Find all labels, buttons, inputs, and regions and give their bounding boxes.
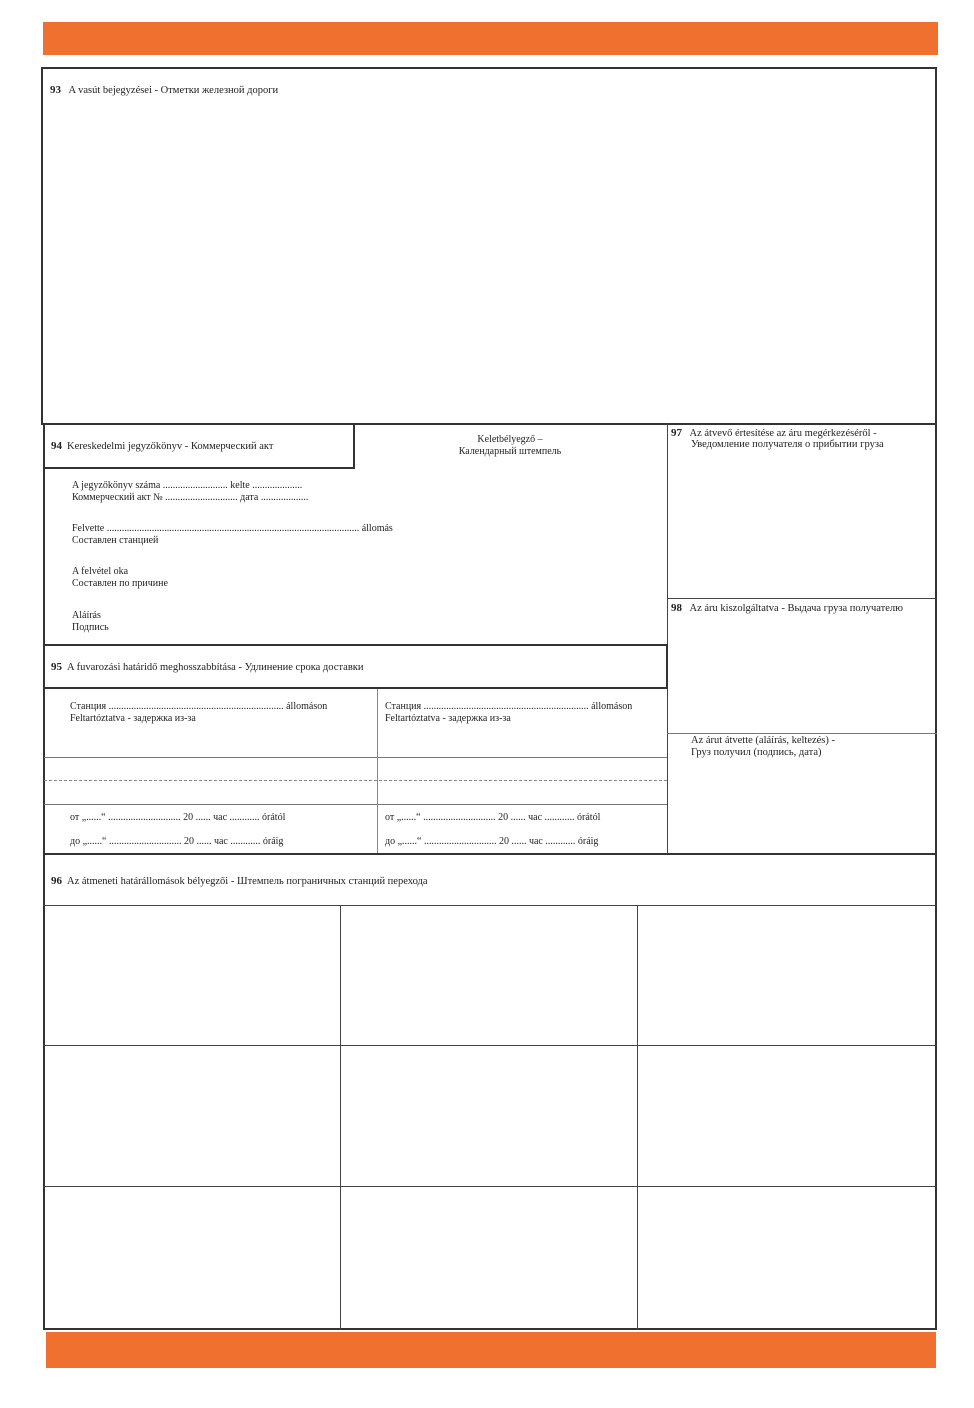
section-93-label: A vasút bejegyzései - Отметки железной дороги [68, 85, 279, 96]
right-from-line: от „......“ ............................. 20 ...... час ............ órától [385, 812, 601, 823]
right-station-line: Станция .................................................................. állomáson [385, 701, 633, 712]
section-94-number: 94 [51, 440, 62, 452]
section-95-number: 95 [51, 661, 62, 673]
s98-sub-rule [667, 733, 937, 734]
section-98-number: 98 [671, 602, 682, 614]
section-96-header [51, 875, 428, 888]
section-95-header [51, 661, 364, 674]
received-by-label-hu: Az árut átvette (aláírás, keltezés) - [691, 735, 836, 746]
stamp-grid-hline-1 [43, 1045, 937, 1046]
s96-header-rule [43, 905, 937, 906]
section-97-label-hu: Az átvevő értesítése az áru megérkezéséről - [689, 428, 877, 439]
bottom-color-band [46, 1332, 936, 1368]
divider-97-98-horizontal [667, 598, 937, 599]
reason-label-ru: Составлен по причине [72, 578, 168, 589]
section-96-frame [43, 853, 937, 1330]
section-96-number: 96 [51, 875, 62, 887]
section-94-label: Kereskedelmi jegyzőkönyv - Коммерческий акт [67, 441, 274, 452]
section-94-header [51, 440, 273, 453]
s95-rule-2 [44, 780, 667, 781]
left-from-line: от „......“ ............................. 20 ...... час ............ órától [70, 812, 286, 823]
left-hold-label: Feltartóztatva - задержка из-за [70, 713, 196, 724]
section-95-label: A fuvarozási határidő meghosszabbítása - Удлинение срока доставки [67, 662, 364, 673]
s95-rule-1 [44, 757, 667, 758]
drawn-up-line-ru: Составлен станцией [72, 535, 159, 546]
calendar-stamp-label-ru: Календарный штемпель [458, 446, 562, 457]
section-93-box [41, 67, 937, 425]
top-color-band [43, 22, 938, 55]
section-96-label: Az átmeneti határállomások bélyegzői - Штемпель пограничных станций перехода [67, 876, 428, 887]
signature-label: Aláírás [72, 610, 101, 621]
section-93-number: 93 [50, 84, 61, 96]
left-to-line: до „......“ ............................. 20 ...... час ............ óráig [70, 836, 284, 847]
stamp-grid-hline-2 [43, 1186, 937, 1187]
section-98-label: Az áru kiszolgáltatva - Выдача груза получателю [689, 603, 903, 614]
section-93-header [50, 84, 278, 97]
stamp-grid-vline-2 [637, 905, 638, 1330]
reason-label: A felvétel oka [72, 566, 129, 577]
section-98-header [671, 602, 903, 615]
stamp-grid-vline-1 [340, 905, 341, 1330]
s95-center-divider [377, 689, 378, 855]
report-number-line-ru: Коммерческий акт № ............................. дата ................... [72, 492, 309, 503]
received-by-label-ru: Груз получил (подпись, дата) [691, 747, 822, 758]
left-station-line: Станция ...................................................................... állomáson [70, 701, 328, 712]
calendar-stamp-label-hu: Keletbélyegző – [477, 434, 543, 445]
signature-label-ru: Подпись [72, 622, 109, 633]
report-number-line: A jegyzőkönyv száma .......................... kelte .................... [72, 480, 303, 491]
drawn-up-line: Felvette ..................................................................................................... állomás [72, 523, 393, 534]
divider-97-98 [667, 423, 668, 854]
right-to-line: до „......“ ............................. 20 ...... час ............ óráig [385, 836, 599, 847]
s95-rule-3 [44, 804, 667, 805]
section-97-label-ru: Уведомление получателя о прибытии груза [691, 439, 884, 450]
section-97-number: 97 [671, 427, 682, 439]
right-hold-label: Feltartóztatva - задержка из-за [385, 713, 511, 724]
